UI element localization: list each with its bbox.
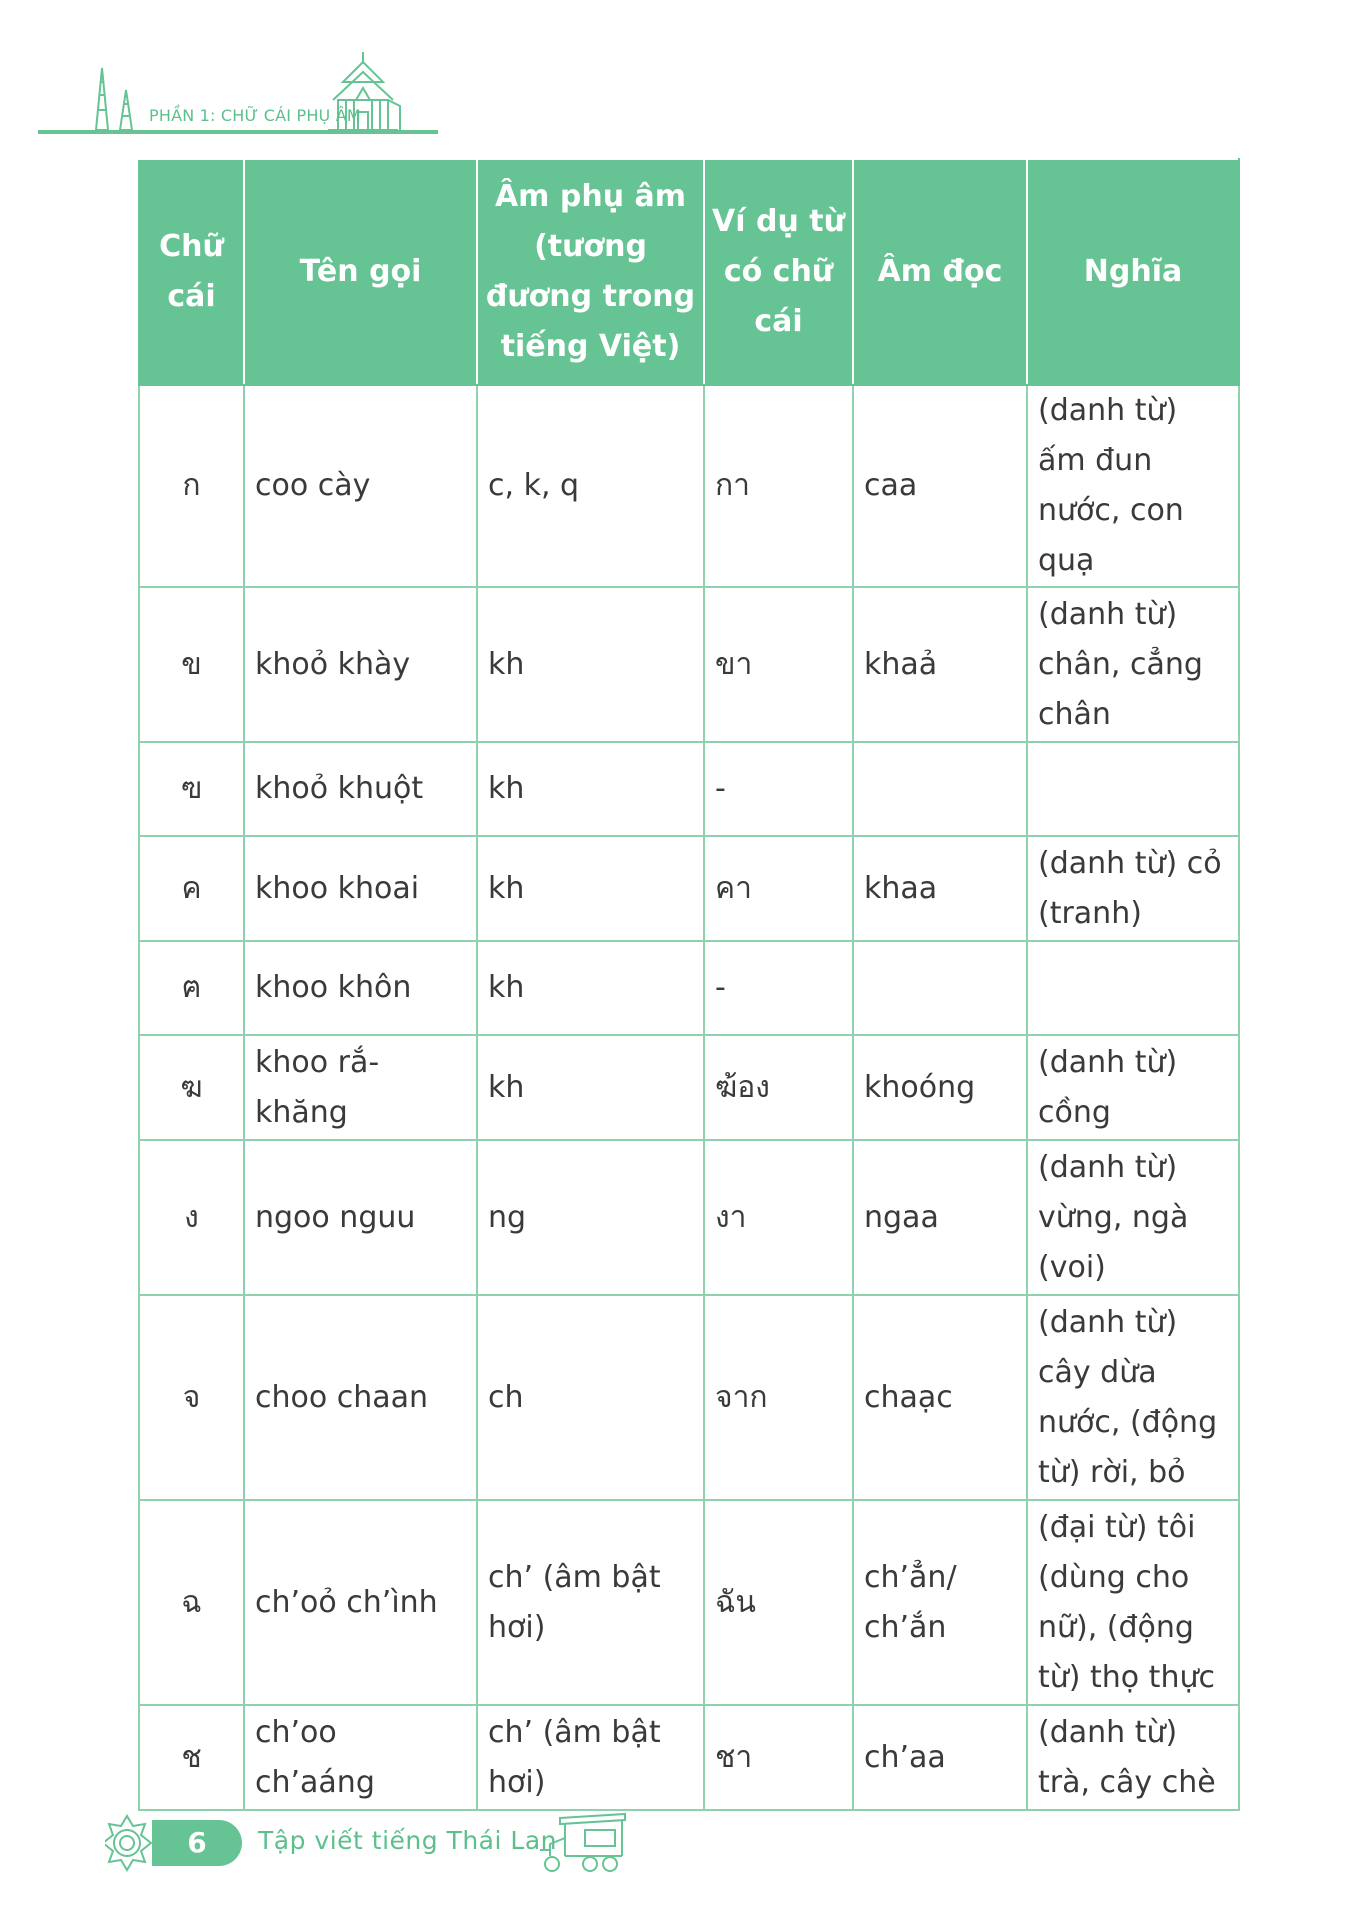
letter-cell: ฉ [139,1500,244,1705]
column-header-meaning: Nghĩa [1027,159,1239,385]
example-cell: ฉัน [704,1500,853,1705]
meaning-cell: (danh từ) vừng, ngà (voi) [1027,1140,1239,1295]
table-row [139,385,1239,587]
letter-cell: ฃ [139,742,244,836]
letter-cell: ข [139,587,244,742]
name-cell: khoỏ khày [244,587,477,742]
sound-cell: c, k, q [477,385,704,587]
reading-cell: khaa [853,836,1027,941]
table-row [139,1295,1239,1500]
sound-cell: ch’ (âm bật hơi) [477,1500,704,1705]
name-cell: khoỏ khuột [244,742,477,836]
column-header-name: Tên gọi [244,159,477,385]
table-row [139,1035,1239,1140]
reading-cell: chaạc [853,1295,1027,1500]
page-footer [100,1808,700,1878]
sound-cell: ch [477,1295,704,1500]
sound-cell: kh [477,836,704,941]
example-cell: ฆ้อง [704,1035,853,1140]
meaning-cell [1027,941,1239,1035]
meaning-cell: (danh từ) cồng [1027,1035,1239,1140]
example-cell: งา [704,1140,853,1295]
letter-cell: ช [139,1705,244,1810]
page-number: 6 [152,1820,242,1866]
table-row [139,941,1239,1035]
reading-cell: ch’ẳn/ ch’ắn [853,1500,1027,1705]
name-cell: khoo rắ-khăng [244,1035,477,1140]
table-row [139,1140,1239,1295]
name-cell: coo cày [244,385,477,587]
example-cell: - [704,941,853,1035]
meaning-cell: (danh từ) cỏ (tranh) [1027,836,1239,941]
example-cell: - [704,742,853,836]
pagoda-icon [96,68,132,130]
sound-cell: kh [477,587,704,742]
tuk-tuk-icon [530,1808,630,1878]
table-row [139,1500,1239,1705]
reading-cell: khaả [853,587,1027,742]
table-row [139,1705,1239,1810]
meaning-cell: (đại từ) tôi (dùng cho nữ), (động từ) thọ thực [1027,1500,1239,1705]
name-cell: ch’oo ch’aáng [244,1705,477,1810]
example-cell: คา [704,836,853,941]
section-title: PHẦN 1: CHỮ CÁI PHỤ ÂM [149,106,361,125]
name-cell: ch’oỏ ch’ình [244,1500,477,1705]
consonant-table [138,158,1240,1811]
example-cell: กา [704,385,853,587]
table-row [139,587,1239,742]
letter-cell: ง [139,1140,244,1295]
example-cell: ขา [704,587,853,742]
column-header-letter: Chữ cái [139,159,244,385]
reading-cell: khoóng [853,1035,1027,1140]
letter-cell: ฅ [139,941,244,1035]
sound-cell: kh [477,941,704,1035]
reading-cell [853,941,1027,1035]
table-row [139,742,1239,836]
reading-cell: ngaa [853,1140,1027,1295]
meaning-cell [1027,742,1239,836]
meaning-cell: (danh từ) trà, cây chè [1027,1705,1239,1810]
table-row [139,836,1239,941]
reading-cell [853,742,1027,836]
sound-cell: ch’ (âm bật hơi) [477,1705,704,1810]
header-decoration [38,50,458,140]
example-cell: จาก [704,1295,853,1500]
sound-cell: kh [477,1035,704,1140]
reading-cell: ch’aa [853,1705,1027,1810]
meaning-cell: (danh từ) chân, cẳng chân [1027,587,1239,742]
name-cell: khoo khôn [244,941,477,1035]
sound-cell: ng [477,1140,704,1295]
example-cell: ชา [704,1705,853,1810]
table-header-row [139,159,1239,385]
page-header [38,50,458,140]
meaning-cell: (danh từ) cây dừa nước, (động từ) rời, bỏ [1027,1295,1239,1500]
column-header-reading: Âm đọc [853,159,1027,385]
name-cell: ngoo nguu [244,1140,477,1295]
letter-cell: ค [139,836,244,941]
column-header-sound: Âm phụ âm (tương đương trong tiếng Việt) [477,159,704,385]
meaning-cell: (danh từ) ấm đun nước, con quạ [1027,385,1239,587]
name-cell: khoo khoai [244,836,477,941]
letter-cell: ฆ [139,1035,244,1140]
column-header-example: Ví dụ từ có chữ cái [704,159,853,385]
sound-cell: kh [477,742,704,836]
reading-cell: caa [853,385,1027,587]
name-cell: choo chaan [244,1295,477,1500]
letter-cell: ก [139,385,244,587]
letter-cell: จ [139,1295,244,1500]
book-title: Tập viết tiếng Thái Lan [258,1826,557,1855]
